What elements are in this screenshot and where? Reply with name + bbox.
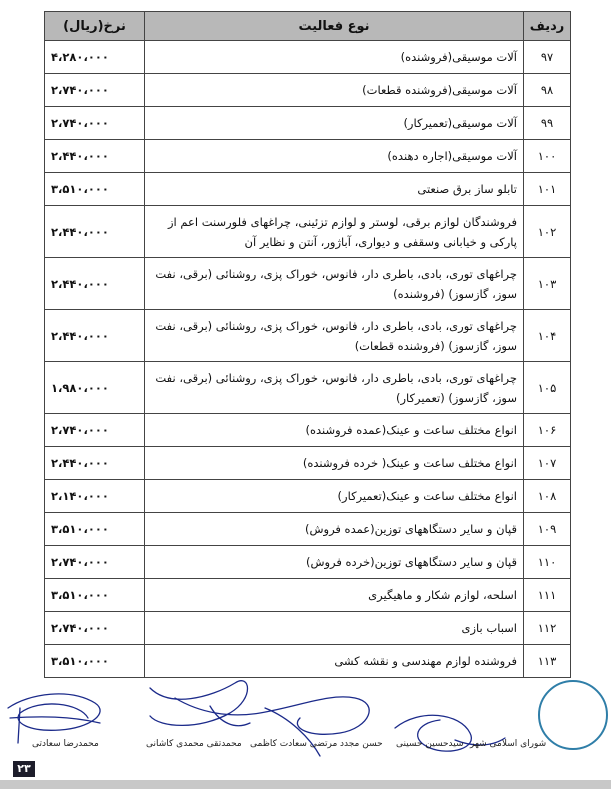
- row-index: ۹۹: [524, 107, 571, 140]
- bottom-bar: [0, 780, 611, 789]
- row-activity: چراغهای توری، بادی، باطری دار، فانوس، خوراک پزی، روشنائی (برقی، نفت سوز، گازسوز) (فروشنده قطعات): [145, 310, 524, 362]
- row-activity: آلات موسیقی(تعمیرکار): [145, 107, 524, 140]
- table-row: [45, 414, 571, 447]
- table-row: [45, 362, 571, 414]
- row-index: ۱۰۳: [524, 258, 571, 310]
- row-index: ۱۱۲: [524, 612, 571, 645]
- row-index: ۱۰۹: [524, 513, 571, 546]
- row-activity: انواع مختلف ساعت و عینک( خرده فروشنده): [145, 447, 524, 480]
- row-price: ۲،۷۴۰،۰۰۰: [45, 612, 145, 645]
- handwritten-signatures: [0, 668, 611, 789]
- signatory-name: سیدحسین حسینی: [396, 739, 464, 749]
- table-row: [45, 310, 571, 362]
- row-index: ۱۰۲: [524, 206, 571, 258]
- row-activity: انواع مختلف ساعت و عینک(عمده فروشنده): [145, 414, 524, 447]
- page-number: ۲۳: [13, 761, 35, 777]
- row-index: ۱۱۰: [524, 546, 571, 579]
- table-row: [45, 480, 571, 513]
- row-activity: فروشندگان لوازم برقی، لوستر و لوازم تزئینی، چراغهای فلورسنت اعم از پارکی و خیابانی وسقفی و دیواری، آباژور، آنتن و نظایر آن: [145, 206, 524, 258]
- row-index: ۹۷: [524, 41, 571, 74]
- table-row: [45, 546, 571, 579]
- row-activity: چراغهای توری، بادی، باطری دار، فانوس، خوراک پزی، روشنائی (برقی، نفت سوز، گازسوز) (فروشنده): [145, 258, 524, 310]
- row-activity: آلات موسیقی(اجاره دهنده): [145, 140, 524, 173]
- row-activity: قپان و سایر دستگاههای توزین(عمده فروش): [145, 513, 524, 546]
- row-index: ۱۰۰: [524, 140, 571, 173]
- row-price: ۳،۵۱۰،۰۰۰: [45, 645, 145, 678]
- row-activity: فروشنده لوازم مهندسی و نقشه کشی: [145, 645, 524, 678]
- row-activity: اسباب بازی: [145, 612, 524, 645]
- row-index: ۱۱۳: [524, 645, 571, 678]
- row-price: ۲،۷۴۰،۰۰۰: [45, 414, 145, 447]
- signature-footer: [0, 668, 611, 789]
- row-index: ۱۰۷: [524, 447, 571, 480]
- row-index: ۹۸: [524, 74, 571, 107]
- row-price: ۲،۷۴۰،۰۰۰: [45, 74, 145, 107]
- table-row: [45, 447, 571, 480]
- signatory-name: حسن مجدد: [340, 739, 383, 749]
- row-activity: آلات موسیقی(فروشنده قطعات): [145, 74, 524, 107]
- row-price: ۱،۹۸۰،۰۰۰: [45, 362, 145, 414]
- table-row: [45, 612, 571, 645]
- activity-fee-table: [44, 11, 571, 678]
- signatory-name: مرتضی سعادت کاظمی: [250, 739, 338, 749]
- row-index: ۱۱۱: [524, 579, 571, 612]
- official-stamp: [538, 680, 608, 750]
- row-price: ۳،۵۱۰،۰۰۰: [45, 173, 145, 206]
- row-index: ۱۰۵: [524, 362, 571, 414]
- table-row: [45, 107, 571, 140]
- row-price: ۲،۴۴۰،۰۰۰: [45, 258, 145, 310]
- row-index: ۱۰۸: [524, 480, 571, 513]
- signatory-name: محمدرضا سعادتی: [32, 739, 99, 749]
- signatory-name: شورای اسلامی شهر: [470, 739, 547, 749]
- table-header-row: [45, 12, 571, 41]
- signatory-name: محمدتقی محمدی کاشانی: [146, 739, 242, 749]
- row-price: ۲،۱۴۰،۰۰۰: [45, 480, 145, 513]
- header-price: نرخ(ریال): [45, 12, 145, 41]
- row-price: ۲،۴۴۰،۰۰۰: [45, 206, 145, 258]
- row-price: ۲،۴۴۰،۰۰۰: [45, 447, 145, 480]
- table-row: [45, 206, 571, 258]
- row-activity: چراغهای توری، بادی، باطری دار، فانوس، خوراک پزی، روشنائی (برقی، نفت سوز، گازسوز) (تعمیرکار): [145, 362, 524, 414]
- header-activity: نوع فعالیت: [145, 12, 524, 41]
- row-activity: قپان و سایر دستگاههای توزین(خرده فروش): [145, 546, 524, 579]
- table-row: [45, 173, 571, 206]
- row-index: ۱۰۱: [524, 173, 571, 206]
- row-activity: انواع مختلف ساعت و عینک(تعمیرکار): [145, 480, 524, 513]
- table-row: [45, 41, 571, 74]
- row-price: ۴،۲۸۰،۰۰۰: [45, 41, 145, 74]
- row-index: ۱۰۶: [524, 414, 571, 447]
- table-row: [45, 258, 571, 310]
- row-price: ۳،۵۱۰،۰۰۰: [45, 579, 145, 612]
- row-price: ۲،۷۴۰،۰۰۰: [45, 107, 145, 140]
- row-activity: آلات موسیقی(فروشنده): [145, 41, 524, 74]
- activity-fee-table-container: [44, 11, 571, 678]
- row-index: ۱۰۴: [524, 310, 571, 362]
- row-price: ۲،۴۴۰،۰۰۰: [45, 140, 145, 173]
- row-activity: اسلحه، لوازم شکار و ماهیگیری: [145, 579, 524, 612]
- table-row: [45, 579, 571, 612]
- row-price: ۳،۵۱۰،۰۰۰: [45, 513, 145, 546]
- row-price: ۲،۴۴۰،۰۰۰: [45, 310, 145, 362]
- table-row: [45, 513, 571, 546]
- row-price: ۲،۷۴۰،۰۰۰: [45, 546, 145, 579]
- header-index: ردیف: [524, 12, 571, 41]
- row-activity: تابلو ساز برق صنعتی: [145, 173, 524, 206]
- table-row: [45, 140, 571, 173]
- table-row: [45, 74, 571, 107]
